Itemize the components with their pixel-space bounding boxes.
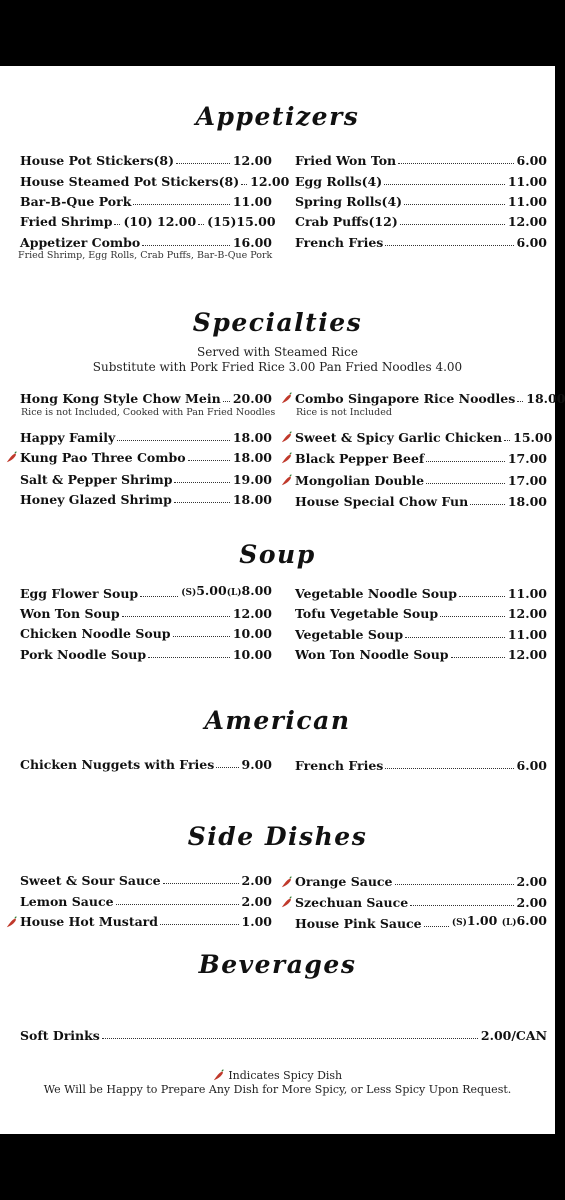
menu-item: Spring Rolls(4) 11.00	[295, 194, 547, 209]
soup-title: Soup	[239, 540, 316, 569]
menu-item: Chicken Noodle Soup 10.00	[20, 626, 272, 641]
menu-item: Happy Family 18.00	[20, 430, 272, 445]
chow-mein-note: Rice is not Included, Cooked with Pan Fried Noodles	[21, 407, 276, 418]
menu-item: Won Ton Noodle Soup 12.00	[295, 647, 547, 662]
menu-item: Mongolian Double 17.00	[295, 473, 547, 488]
menu-item: House Hot Mustard 1.00	[20, 914, 272, 929]
menu-item: Fried Won Ton 6.00	[295, 153, 547, 168]
specialties-title: Specialties	[192, 308, 363, 337]
spicy-pepper-icon	[6, 916, 18, 928]
menu-item: Crab Puffs(12) 12.00	[295, 214, 547, 229]
menu-item: Hong Kong Style Chow Mein 20.00	[20, 391, 272, 406]
menu-item: Egg Rolls(4) 11.00	[295, 174, 547, 189]
spicy-pepper-icon	[281, 431, 293, 443]
menu-item: Szechuan Sauce 2.00	[295, 895, 547, 910]
menu-item: Sweet & Sour Sauce 2.00	[20, 873, 272, 888]
menu-item: Vegetable Soup 11.00	[295, 627, 547, 642]
menu-item: French Fries 6.00	[295, 758, 547, 773]
spicy-legend	[0, 1069, 555, 1083]
menu-item: French Fries 6.00	[295, 235, 547, 250]
spicy-pepper-icon	[281, 876, 293, 888]
menu-item: Pork Noodle Soup 10.00	[20, 647, 272, 662]
menu-item: Appetizer Combo 16.00	[20, 235, 272, 250]
specialties-substitute-note: Substitute with Pork Fried Rice 3.00 Pan Fried Noodles 4.00	[92, 360, 463, 374]
menu-item: Bar-B-Que Pork 11.00	[20, 194, 272, 209]
menu-item: Salt & Pepper Shrimp 19.00	[20, 472, 272, 487]
menu-item: House Special Chow Fun 18.00	[295, 494, 547, 509]
specialties-subtitle: Served with Steamed Rice	[197, 345, 358, 359]
menu-item: Black Pepper Beef 17.00	[295, 451, 547, 466]
menu-item: Honey Glazed Shrimp 18.00	[20, 492, 272, 507]
menu-item-egg-flower-soup: Egg Flower Soup (S)5.00(L)8.00	[20, 583, 272, 601]
menu-item: Vegetable Noodle Soup 11.00	[295, 586, 547, 601]
menu-item: House Pot Stickers(8) 12.00	[20, 153, 272, 168]
spicy-pepper-icon	[281, 452, 293, 464]
menu-item-fried-shrimp: Fried Shrimp (10) 12.00 (15)15.00	[20, 214, 276, 229]
spicy-request-note: We Will be Happy to Prepare Any Dish for More Spicy, or Less Spicy Upon Request.	[43, 1083, 512, 1096]
american-title: American	[204, 706, 351, 735]
menu-item: Chicken Nuggets with Fries 9.00	[20, 757, 272, 772]
spicy-pepper-icon	[213, 1069, 225, 1081]
menu-item: House Steamed Pot Stickers(8) 12.00	[20, 174, 290, 189]
singapore-note: Rice is not Included	[296, 407, 392, 418]
side-dishes-title: Side Dishes	[187, 822, 368, 851]
menu-item: Orange Sauce 2.00	[295, 874, 547, 889]
appetizers-title: Appetizers	[195, 102, 360, 131]
combo-note: Fried Shrimp, Egg Rolls, Crab Puffs, Bar-B-Que Pork	[18, 250, 273, 261]
menu-item: Won Ton Soup 12.00	[20, 606, 272, 621]
spicy-pepper-icon	[6, 451, 18, 463]
menu-item: Combo Singapore Rice Noodles 18.00	[295, 391, 565, 406]
menu-item: Sweet & Spicy Garlic Chicken 15.00	[295, 430, 553, 445]
menu-item-soft-drinks: Soft Drinks 2.00/CAN	[20, 1028, 547, 1043]
menu-item-house-pink-sauce: House Pink Sauce (S)1.00 (L)6.00	[295, 913, 547, 931]
spicy-pepper-icon	[281, 896, 293, 908]
menu-item: Tofu Vegetable Soup 12.00	[295, 606, 547, 621]
menu-item: Lemon Sauce 2.00	[20, 894, 272, 909]
spicy-legend-text: Indicates Spicy Dish	[228, 1069, 343, 1082]
menu-item: Kung Pao Three Combo 18.00	[20, 450, 272, 465]
spicy-pepper-icon	[281, 392, 293, 404]
beverages-title: Beverages	[198, 950, 357, 979]
spicy-pepper-icon	[281, 474, 293, 486]
menu-page	[0, 66, 565, 1134]
